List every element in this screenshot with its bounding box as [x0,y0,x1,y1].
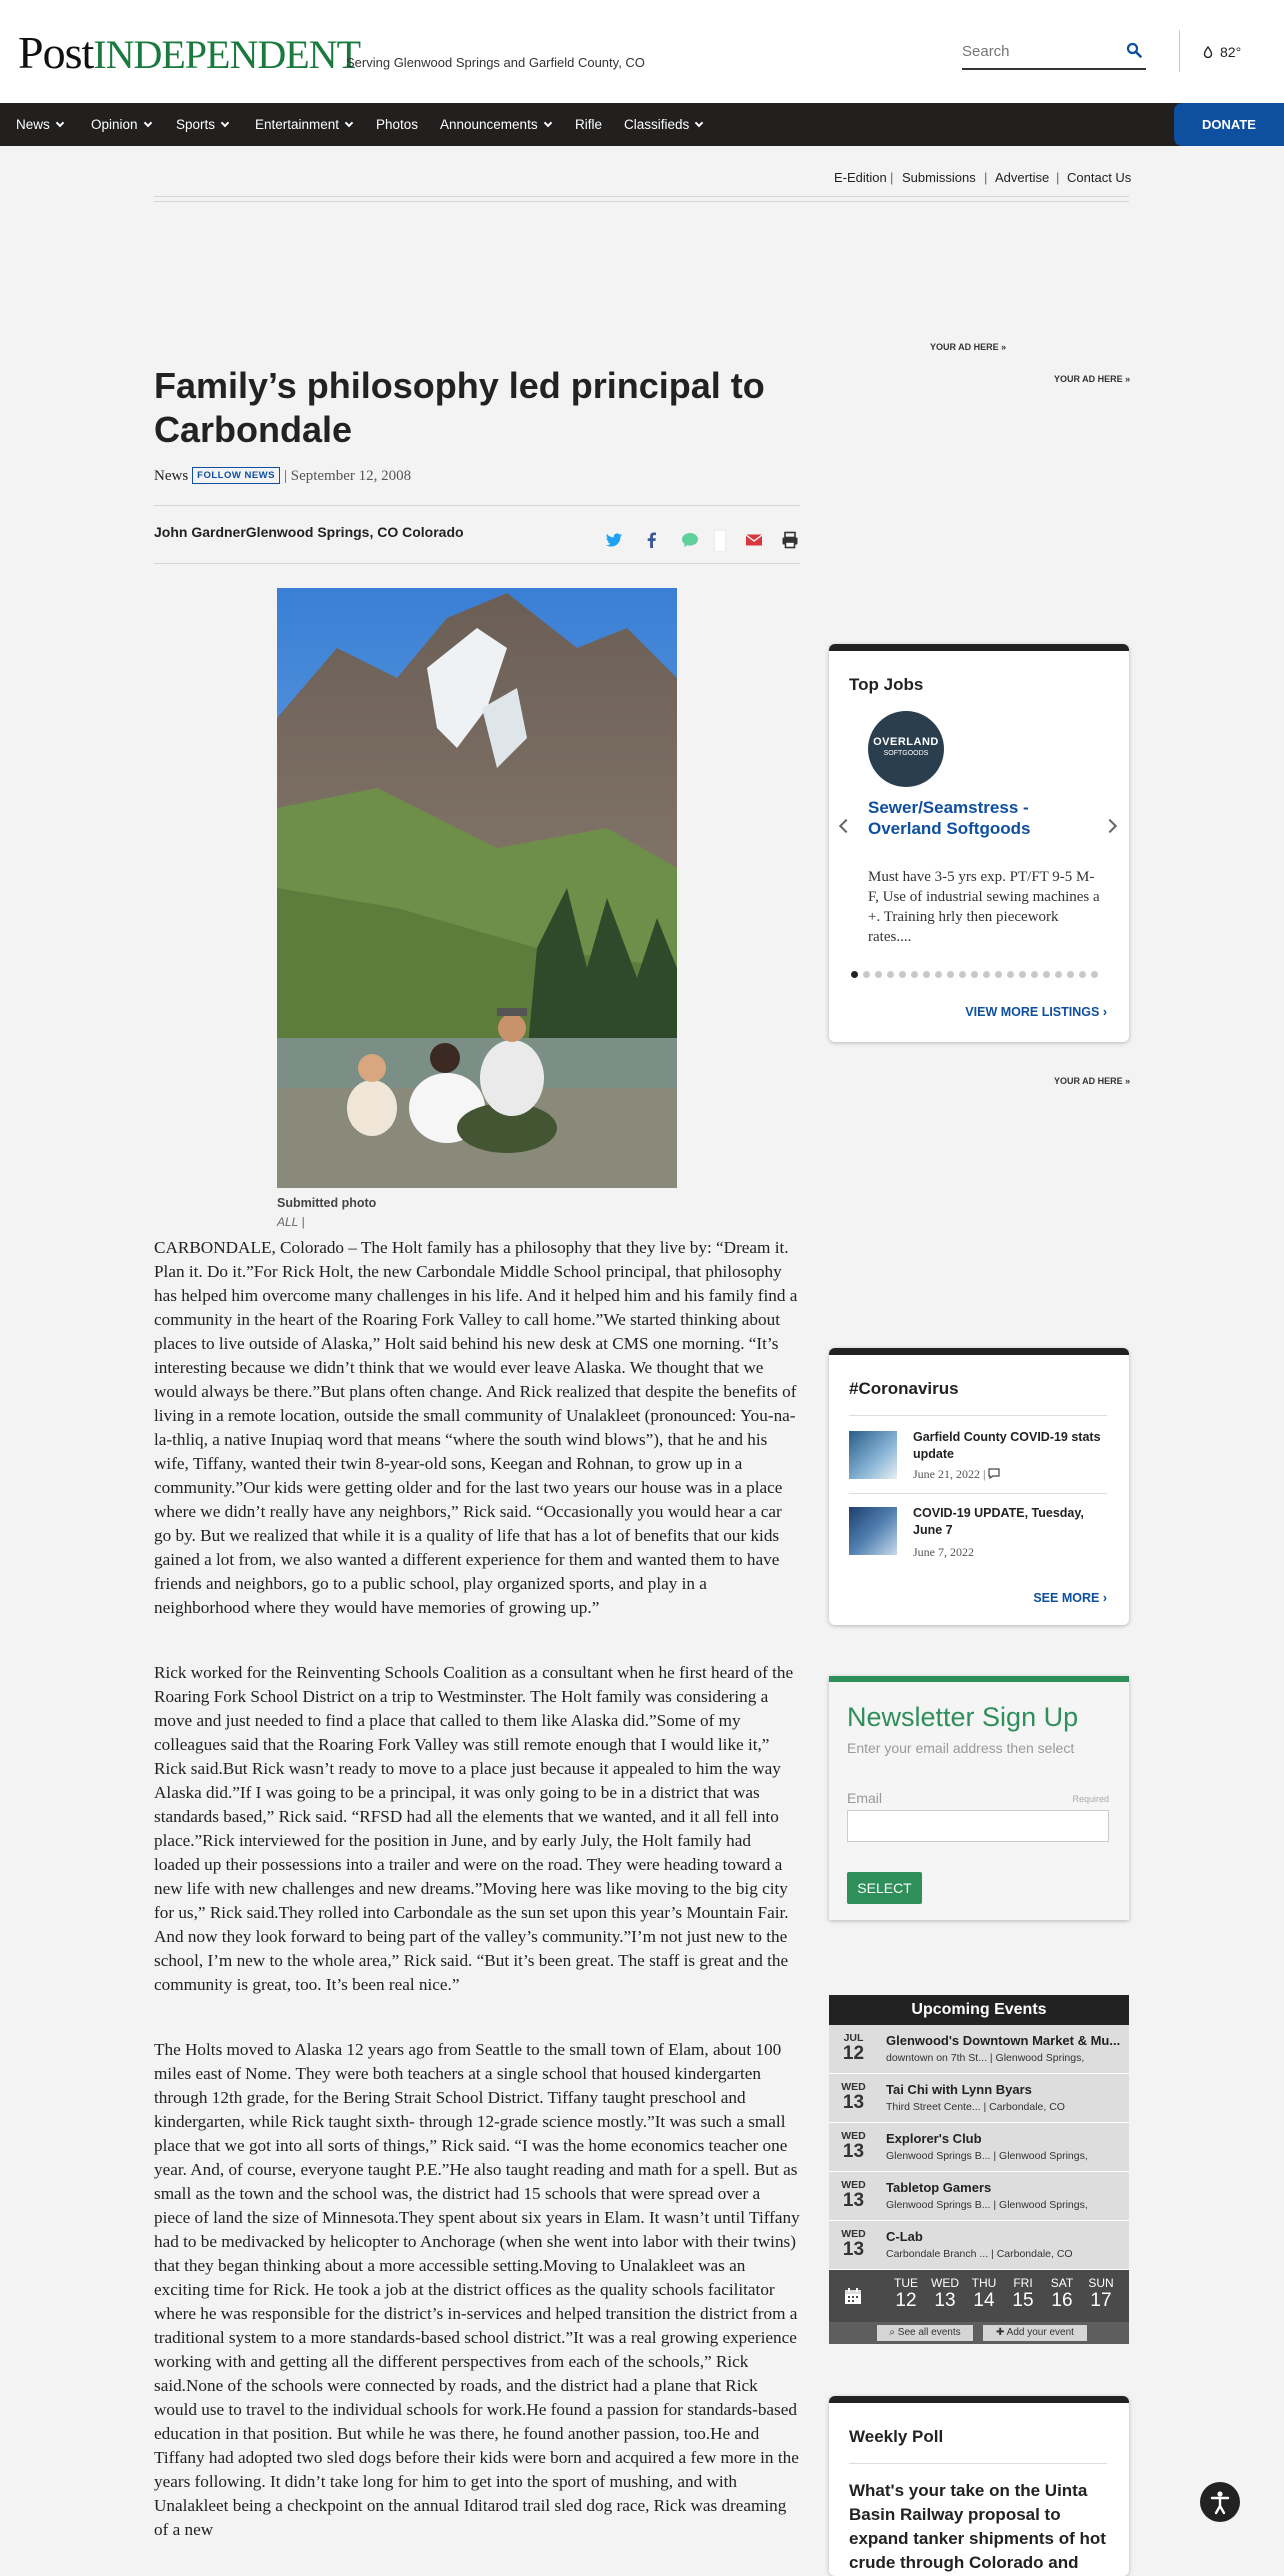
weather-temp: 82° [1220,44,1242,60]
nav-item-announcements[interactable] [440,103,551,146]
share-placeholder-icon[interactable] [714,530,726,552]
date-text: June 21, 2022 | [913,1467,986,1481]
story-thumbnail[interactable] [849,1431,897,1479]
newsletter-widget [829,1676,1129,1920]
event-date [829,2221,878,2270]
comment-icon[interactable] [988,1468,1000,1479]
view-more-listings-link[interactable] [965,1005,1107,1019]
event-day: 12 [842,2043,865,2064]
required-label: Required [1072,1794,1109,1804]
search-icon[interactable] [1126,42,1142,58]
chevron-left-icon[interactable] [839,819,853,833]
nav-label: Opinion [91,117,138,132]
see-all-events-button[interactable] [877,2325,973,2341]
carousel-dot[interactable] [887,971,894,978]
ad-label[interactable]: YOUR AD HERE » [1054,374,1131,384]
event-month: WED [841,2179,866,2191]
divider [154,563,800,564]
chevron-down-icon [221,119,229,127]
nav-label: News [16,117,50,132]
photo-caption-credit: Submitted photo [277,1196,377,1210]
email-label: Email [847,1790,883,1806]
util-separator: | [984,170,988,185]
week-dow: THU [971,2276,997,2290]
carousel-dot[interactable] [1019,971,1026,978]
weather-widget[interactable] [1202,44,1241,60]
nav-label: Photos [376,117,419,132]
divider [154,196,1129,197]
select-button[interactable]: SELECT [847,1872,922,1904]
carousel-dot[interactable] [947,971,954,978]
job-title-link[interactable]: Sewer/Seamstress - Overland Softgoods [868,798,1031,838]
event-item[interactable] [829,2221,1129,2270]
site-header [0,0,1284,103]
article-byline: John GardnerGlenwood Springs, CO Colorado [154,524,464,540]
article-paragraph: The Holts moved to Alaska 12 years ago from Seattle to the small town of Elam, about 100 miles east of Nome. They were both teachers at a single school that housed kindergarten through 12th grade, for the Bering Strait School District. Tiffany taught preschool and kindergarten, while Rick taught sixth- through 12-grade science mostly.”It was such a small place that we got into all sorts of things,” Rick said. “I was the home economics teacher one year. And, of course, everyone taught P.E.”He also taught reading and math for a spell. But as small as the town and the school was, the district had 15 schools that were spread over a piece of land the size of Minnesota.They spent about six years in Elam. It wasn’t until Tiffany had to be medivacked by helicopter to Anchorage (when she went into labor with their twins) that they began thinking about a more accessible setting.Moving to Unalakleet was an exciting time for Rick. He took a job at the district offices as the quality schools facilitator where he was responsible for the district’s in-services and helped transition the district from a traditional system to a more standards-based school district.”It was a real growing experience working with and getting all the different perspectives from each of the schools,” Rick said.None of the schools were connected by roads, and the district had a plane that Rick would use to travel to the individual schools for work.He found a passion for standards-based education in that position. But while he was there, he found another passion, too.He and Tiffany had adopted two sled dogs before their kids were born and acquired a few more in the years following. It didn’t take long for him to get into the sport of mushing, and with Unalakleet being a checkpoint on the annual Iditarod trail sled dog race, Rick was dreaming of a new [154,2040,800,2539]
event-title: Glenwood's Downtown Market & Mu... [886,2033,1121,2048]
util-link-eedition[interactable]: E-Edition [834,170,887,185]
article-title: Family’s philosophy led principal to Carbondale [154,365,765,450]
carousel-dot[interactable] [1043,971,1050,978]
event-item[interactable] [829,2025,1129,2074]
event-date [829,2172,878,2221]
divider [849,1415,1107,1416]
week-day[interactable] [887,2276,925,2312]
event-location: Third Street Cente... | Carbondale, CO [886,2101,1065,2113]
week-strip [829,2270,1129,2322]
event-day: 13 [842,2092,865,2113]
nav-label: Announcements [440,117,538,132]
carousel-dot[interactable] [983,971,990,978]
event-item[interactable] [829,2074,1129,2123]
event-title: Tai Chi with Lynn Byars [886,2082,1032,2097]
weekly-poll-widget [829,2396,1129,2576]
nav-label: Classifieds [624,117,690,132]
divider [849,1493,1107,1494]
event-date [829,2123,878,2172]
chat-icon[interactable] [680,530,700,550]
nav-item-classifieds[interactable] [624,103,702,146]
search-input[interactable] [962,36,1112,66]
week-day[interactable] [926,2276,964,2312]
ad-label[interactable]: YOUR AD HERE » [1054,1076,1131,1086]
event-date [829,2074,878,2123]
carousel-dot[interactable] [1055,971,1062,978]
week-dow: WED [931,2276,959,2290]
event-item[interactable] [829,2172,1129,2221]
story-headline[interactable]: COVID-19 UPDATE, Tuesday, June 7 [913,1506,1084,1537]
carousel-dot[interactable] [959,971,966,978]
week-dow: TUE [894,2276,918,2290]
carousel-dot[interactable] [911,971,918,978]
week-dow: SUN [1088,2276,1114,2290]
event-month: WED [841,2081,866,2093]
site-tagline: Serving Glenwood Springs and Garfield County, CO [346,55,645,70]
event-month: JUL [843,2032,864,2044]
util-separator: | [890,170,894,185]
newsletter-subtitle: Enter your email address then select [847,1740,1075,1756]
main-nav [0,103,1284,146]
carousel-dot[interactable] [935,971,942,978]
plus-icon: ✚ [996,2327,1005,2338]
carousel-dot[interactable] [995,971,1002,978]
chevron-down-icon [143,119,151,127]
event-day: 13 [842,2141,865,2162]
chevron-down-icon [695,119,703,127]
top-jobs-title: Top Jobs [849,675,924,694]
link-label: SEE MORE [1033,1591,1100,1605]
email-field[interactable] [847,1810,1109,1842]
coronavirus-title: #Coronavirus [849,1379,959,1398]
site-logo[interactable] [18,28,360,78]
accessibility-icon [1200,2482,1240,2522]
nav-item-rifle[interactable] [575,103,602,146]
button-label: Add your event [1006,2327,1074,2338]
add-event-button[interactable] [983,2325,1087,2341]
poll-question: What's your take on the Uinta Basin Railway proposal to expand tanker shipments of hot crude through Colorado and [849,2481,1106,2572]
carousel-dot[interactable] [1031,971,1038,978]
carousel-dot[interactable] [1067,971,1074,978]
follow-news-button[interactable]: FOLLOW NEWS [192,467,280,484]
search-box [962,36,1146,70]
event-title: C-Lab [886,2229,923,2244]
print-icon[interactable] [780,530,800,550]
week-date: 15 [1012,2290,1034,2311]
story-thumbnail[interactable] [849,1507,897,1555]
week-dow: SAT [1050,2276,1074,2290]
nav-label: Rifle [575,117,603,132]
week-date: 12 [895,2290,917,2311]
logo-independent: INDEPENDENT [93,32,360,77]
week-date: 13 [934,2290,956,2311]
newsletter-title: Newsletter Sign Up [847,1702,1079,1732]
story-date [913,1467,1000,1482]
week-day[interactable] [1082,2276,1120,2312]
article-photo[interactable] [277,588,677,1188]
week-day[interactable] [965,2276,1003,2312]
util-link-submissions[interactable]: Submissions [902,170,976,185]
twitter-icon[interactable] [604,530,624,550]
story-headline[interactable]: Garfield County COVID-19 stats update [913,1430,1101,1461]
top-jobs-widget [829,644,1129,1042]
carousel-dot[interactable] [971,971,978,978]
logo-text: OVERLAND [873,736,939,748]
week-date: 14 [973,2290,995,2311]
email-icon[interactable] [744,530,764,550]
event-date [829,2025,878,2074]
see-more-link[interactable] [1033,1591,1107,1605]
nav-item-entertainment[interactable] [255,103,352,146]
search-icon: ⌕ [889,2327,895,2338]
carousel-dot[interactable] [875,971,882,978]
job-description: Must have 3-5 yrs exp. PT/FT 9-5 M-F, Use of industrial sewing machines a +. Training hrly then piecework rates.... [868,869,1100,945]
photo-caption-note: ALL | [277,1215,305,1229]
calendar-icon[interactable] [843,2286,863,2306]
weather-drop-icon [1202,46,1214,58]
util-link-contact[interactable]: Contact Us [1067,170,1132,185]
divider [154,201,1129,202]
divider [849,2463,1107,2464]
mountain-family-photo [277,588,677,1188]
event-title: Tabletop Gamers [886,2180,992,2195]
events-title: Upcoming Events [829,1995,1129,2025]
nav-label: Sports [176,117,216,132]
carousel-dot[interactable] [1091,971,1098,978]
nav-label: Entertainment [255,117,340,132]
carousel-dot[interactable] [863,971,870,978]
carousel-dot[interactable] [851,971,858,978]
chevron-right-icon: › [1102,1005,1107,1019]
facebook-icon[interactable] [642,530,662,550]
event-title: Explorer's Club [886,2131,982,2146]
poll-title: Weekly Poll [849,2427,944,2446]
chevron-right-icon[interactable] [1103,819,1117,833]
chevron-down-icon [543,119,551,127]
button-label: See all events [897,2327,961,2338]
event-day: 13 [842,2190,865,2211]
util-link-advertise[interactable]: Advertise [995,170,1050,185]
events-footer [829,2322,1129,2344]
week-date: 16 [1051,2290,1073,2311]
accessibility-button[interactable] [1200,2482,1240,2522]
event-location: Glenwood Springs B... | Glenwood Springs, [886,2150,1088,2162]
carousel-dot[interactable] [899,971,906,978]
article-paragraph: CARBONDALE, Colorado – The Holt family has a philosophy that they live by: “Dream it. Plan it. Do it.”For Rick Holt, the new Carbondale Middle School principal, that philosophy has helped him overcome many challenges in his life. And it helped him and his family find a community in the heart of the Roaring Fork Valley to call home.”We started thinking about places to live outside of Alaska,” Holt said behind his new desk at CMS one morning. “It’s interesting because we didn’t think that we would ever leave Alaska. We thought that we would always be there.”But plans often change. And Rick realized that despite the benefits of living in a remote location, outside the small community of Unalakleet (pronounced: You-na-la-thliq, a native Inupiaq word that means “where the south wind blows”), that he and his wife, Tiffany, wanted their twin 8-year-old sons, Keegan and Rohnan, to grow up in a community.”Our kids were getting older and for the last two years our house was in a place where we didn’t really have any neighbors,” Rick said. “Occasionally you would hear a car go by. But we realized that while it is a quality of life that has a lot of benefits that our kids gained a lot from, we also wanted a different experience for them and wanted them to have friends and neighbors, go to a public school, play organized sports, and play in a neighborhood where they would have memories of growing up.” [154,1238,798,1617]
carousel-dot[interactable] [1079,971,1086,978]
divider [154,505,800,506]
week-day[interactable] [1004,2276,1042,2312]
event-item[interactable] [829,2123,1129,2172]
article-paragraph: Rick worked for the Reinventing Schools Coalition as a consultant when he first heard of the Roaring Fork School District on a trip to Westminster. The Holt family was considering a move and just needed to find a place that called to them like Alaska did.”Some of my colleagues said that the Roaring Fork Valley was still remote enough that I would like it,” Rick said.But Rick wasn’t ready to move to a place just because it appealed to him the way Alaska did.”If I was going to be a principal, it was only going to be in a district that was standards based,” Rick said. “RFSD had all the elements that we wanted, and it all fell into place.”Rick interviewed for the position in June, and by early July, the Holt family had loaded up their possessions into a trailer and were on the road. They were heading toward a new life with new challenges and new dreams.”Moving here was like moving to the big city for us,” Rick said.They rolled into Carbondale as the sun set upon this year’s Mountain Fair. And now they look forward to being part of the valley’s community.”I’m not just new to the school, I’m new to the whole area,” Rick said. “But it’s been great. The staff is great and the community is great, too. It’s been real nice.” [154,1663,794,1994]
event-month: WED [841,2130,866,2142]
nav-item-sports[interactable] [176,103,228,146]
header-divider [1179,30,1180,72]
week-day[interactable] [1043,2276,1081,2312]
nav-item-opinion[interactable] [91,103,151,146]
logo-post: Post [18,27,94,78]
donate-button[interactable]: DONATE [1174,103,1284,146]
article-date: | September 12, 2008 [283,468,412,484]
nav-item-photos[interactable] [376,103,418,146]
nav-item-news[interactable] [16,103,63,146]
week-dow: FRI [1013,2276,1033,2290]
ad-label[interactable]: YOUR AD HERE » [930,342,1007,352]
article-category[interactable]: News [154,468,189,484]
carousel-dot[interactable] [1007,971,1014,978]
event-month: WED [841,2228,866,2240]
chevron-down-icon [345,119,353,127]
event-location: downtown on 7th St... | Glenwood Springs, [886,2052,1085,2064]
article-meta [154,468,411,486]
carousel-dot[interactable] [923,971,930,978]
event-location: Carbondale Branch ... | Carbondale, CO [886,2248,1073,2260]
link-label: VIEW MORE LISTINGS [965,1005,1100,1019]
overland-logo[interactable] [868,711,944,787]
event-location: Glenwood Springs B... | Glenwood Springs, [886,2199,1088,2211]
chevron-down-icon [56,119,64,127]
chevron-right-icon: › [1102,1591,1107,1605]
coronavirus-widget [829,1348,1129,1625]
util-separator: | [1056,170,1060,185]
week-date: 17 [1090,2290,1112,2311]
event-day: 13 [842,2239,865,2260]
story-date: June 7, 2022 [913,1545,974,1559]
logo-text: SOFTGOODS [883,750,929,757]
